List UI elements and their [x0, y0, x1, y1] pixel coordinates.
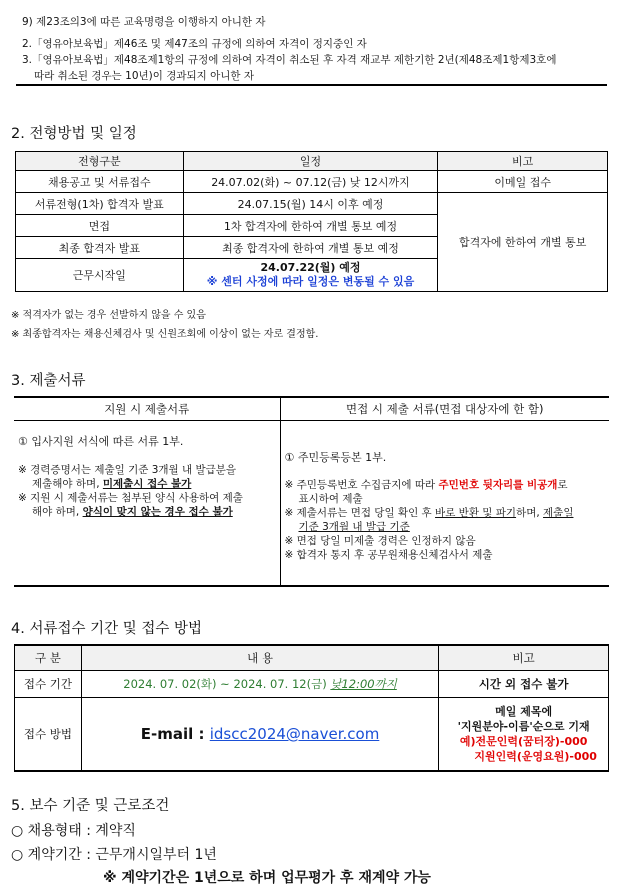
email-link[interactable]: idscc2024@naver.com	[209, 725, 380, 743]
section-title-submission: 4. 서류접수 기간 및 접수 방법	[11, 621, 202, 637]
interview-documents	[280, 421, 609, 587]
doc-note: 표시하여 제출	[298, 493, 363, 505]
table-header: 지원 시 제출서류	[14, 397, 280, 421]
submission-email: E-mail : idscc2024@naver.com	[81, 698, 438, 772]
doc-note: ※ 제출서류는 면접 당일 확인 후 바로 반환 및 파기하며, 제출일	[284, 507, 574, 519]
list-item: 2.「영유아보육법」제46조 및 제47조의 규정에 의하여 자격이 정지중인 자	[22, 38, 367, 50]
doc-note: 기준 3개월 내 발급 기준	[298, 521, 410, 533]
table-cell: 이메일 접수	[438, 171, 608, 193]
doc-note: ※ 합격자 통지 후 공무원채용신체검사서 제출	[284, 549, 493, 561]
disqualification-list	[16, 10, 607, 86]
table-cell: 근무시작일	[16, 259, 184, 292]
table-cell	[183, 259, 438, 292]
table-header: 내 용	[81, 645, 438, 671]
employment-type: ○ 채용형태 : 계약직	[11, 823, 136, 839]
section-title-schedule: 2. 전형방법 및 일정	[11, 126, 137, 142]
table-cell: 면접	[16, 215, 184, 237]
contract-note: ※ 계약기간은 1년으로 하며 업무평가 후 재계약 가능	[103, 870, 431, 886]
doc-note: ※ 면접 당일 미제출 경력은 인정하지 않음	[284, 535, 476, 547]
table-header: 면접 시 제출 서류(면접 대상자에 한 함)	[280, 397, 609, 421]
table-cell: 서류전형(1차) 합격자 발표	[16, 193, 184, 215]
table-cell: 최종 합격자에 한하여 개별 통보 예정	[183, 237, 438, 259]
method-note: 메일 제목에 '지원분야-이름'순으로 기재 예)전문인력(꿈터장)-000 지원인력(운영요원)-000	[439, 698, 609, 772]
list-item: 9) 제23조의3에 따른 교육명령을 이행하지 아니한 자	[22, 16, 266, 28]
note: ※ 적격자가 없는 경우 선발하지 않을 수 있음	[11, 310, 206, 321]
doc-note: ※ 주민등록번호 수집금지에 따라 주민번호 뒷자리를 비공개로	[284, 479, 568, 491]
table-header: 구 분	[15, 645, 82, 671]
note: ※ 최종합격자는 채용신체검사 및 신원조회에 이상이 없는 자로 결정함.	[11, 329, 319, 340]
table-cell: 1차 합격자에 한하여 개별 통보 예정	[183, 215, 438, 237]
table-cell: 접수 방법	[15, 698, 82, 772]
submission-table	[14, 644, 609, 772]
table-cell: 접수 기간	[15, 671, 82, 698]
list-item: 따라 취소된 경우는 10년)이 경과되지 아니한 자	[34, 70, 255, 82]
table-cell: 합격자에 한하여 개별 통보	[438, 193, 608, 292]
table-cell: 24.07.15(월) 14시 이후 예정	[183, 193, 438, 215]
table-header: 비고	[439, 645, 609, 671]
table-cell: 시간 외 접수 불가	[439, 671, 609, 698]
list-item: 3.「영유아보육법」제48조제1항의 규정에 의하여 자격이 취소된 후 자격 재교부 제한기한 2년(제48조제1항제3호에	[22, 54, 557, 66]
doc-note: 해야 하며, 양식이 맞지 않는 경우 접수 불가	[32, 506, 233, 518]
doc-note: ※ 지원 시 제출서류는 첨부된 양식 사용하여 제출	[18, 492, 243, 504]
schedule-change-note: ※ 센터 사정에 따라 일정은 변동될 수 있음	[206, 275, 415, 288]
documents-table	[14, 396, 609, 587]
start-date: 24.07.22(월) 예정	[260, 261, 361, 274]
contract-period: ○ 계약기간 : 근무개시일부터 1년	[11, 847, 217, 863]
submission-period: 2024. 07. 02(화) ~ 2024. 07. 12(금) 낮12:00까지	[81, 671, 438, 698]
table-header: 일정	[183, 152, 438, 171]
table-header: 비고	[438, 152, 608, 171]
table-cell: 채용공고 및 서류접수	[16, 171, 184, 193]
table-cell: 24.07.02(화) ~ 07.12(금) 낮 12시까지	[183, 171, 438, 193]
application-documents	[14, 421, 280, 587]
schedule-table	[15, 151, 608, 292]
doc-item: ① 입사지원 서식에 따른 서류 1부.	[18, 435, 184, 448]
section-title-documents: 3. 제출서류	[11, 373, 86, 389]
table-cell: 최종 합격자 발표	[16, 237, 184, 259]
section-title-pay: 5. 보수 기준 및 근로조건	[11, 798, 170, 814]
doc-note: 제출해야 하며, 미제출시 접수 불가	[32, 478, 192, 490]
doc-note: ※ 경력증명서는 제출일 기준 3개월 내 발급분을	[18, 464, 237, 476]
table-header: 전형구분	[16, 152, 184, 171]
doc-item: ① 주민등록등본 1부.	[284, 451, 387, 464]
